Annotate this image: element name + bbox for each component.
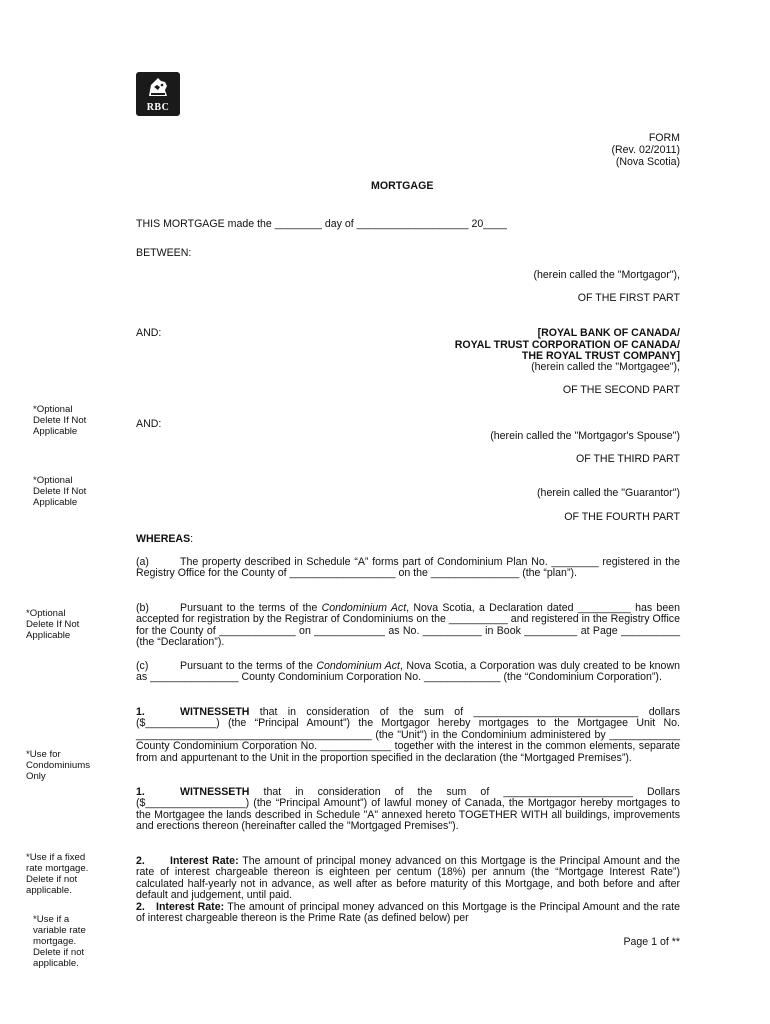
and-label-2: AND: [136, 418, 162, 430]
first-part-label: OF THE FIRST PART [577, 292, 680, 304]
side-note-condominium: *Use for Condominiums Only [26, 749, 90, 782]
guarantor-label: (herein called the "Guarantor") [537, 487, 680, 499]
lion-crest-icon [145, 76, 171, 100]
interest-rate-variable: 2. Interest Rate: The amount of principal money advanced on this Mortgage is the Principal Amount and the rate of interest chargeable thereon is the Prime Rate (as defined below) per [136, 901, 680, 925]
side-note-optional-2: *Optional Delete If Not Applicable [33, 475, 87, 508]
logo-text: RBC [146, 102, 170, 113]
mortgagee-label: (herein called the "Mortgagee"), [531, 361, 680, 373]
third-part-label: OF THE THIRD PART [576, 453, 680, 465]
side-note-optional-1: *Optional Delete If Not Applicable [33, 404, 87, 437]
document-title: MORTGAGE [371, 180, 434, 192]
recital-a: (a) The property described in Schedule “A” forms part of Condominium Plan No. ________ registered in the Registry Office for the County of __________________ on the _______________ (the “plan”). [136, 556, 680, 580]
witnesseth-standard: 1. WITNESSETH that in consideration of the sum of ______________________ Dollars ($_________________) (the “Principal Amount”) of lawful money of Canada, the Mortgagor hereby mortgages to the Mortgagee the lands described in Schedule "A" annexed hereto TOGETHER WITH all buildings, improvements and erections thereon (hereinafter called the "Mortgaged Premises"). [136, 786, 680, 833]
form-province: (Nova Scotia) [615, 156, 680, 168]
witnesseth-condominium: 1. WITNESSETH that in consideration of the sum of ____________________________ dollars ($____________) (the “Principal Amount”) the Mortgagor hereby mortgages to the Mortgagee Unit No. ________________________________________ (the "Unit") in the Condominium administered by ____________ County Condominium Corporation No. ____________ together with the interest in the common elements, separate from and appurtenant to the Unit in the proportion specified in the declaration (the “Mortgaged Premises”). [136, 706, 680, 764]
mortgagee-name-2: ROYAL TRUST CORPORATION OF CANADA/ [454, 339, 680, 351]
mortgagor-label: (herein called the "Mortgagor"), [533, 269, 680, 281]
between-label: BETWEEN: [136, 247, 192, 259]
recital-b: (b) Pursuant to the terms of the Condominium Act, Nova Scotia, a Declaration dated _________ has been accepted for registration by the Registrar of Condominiums on the __________ and registered in the Registry Office for the County of _____________ on ____________ as No. __________ in Book _________ at Page __________ (the “Declaration”). [136, 602, 680, 649]
rbc-logo [136, 72, 180, 116]
and-label-1: AND: [136, 327, 162, 339]
side-note-fixed-rate: *Use if a fixed rate mortgage. Delete if not applicable. [26, 852, 89, 896]
page-number: Page 1 of ** [623, 936, 680, 948]
interest-rate-fixed: 2. Interest Rate: The amount of principal money advanced on this Mortgage is the Principal Amount and the rate of interest chargeable thereon is eighteen per centum (18%) per annum (the “Mortgage Interest Rate”) calculated half-yearly not in advance, as well after as before maturity of this Mortgage, and both before and after default and judgement, until paid. [136, 855, 681, 902]
side-note-optional-3: *Optional Delete If Not Applicable [26, 608, 80, 641]
spouse-label: (herein called the "Mortgagor's Spouse") [490, 430, 680, 442]
second-part-label: OF THE SECOND PART [562, 384, 680, 396]
whereas-heading: WHEREAS: [136, 533, 194, 545]
recital-c: (c) Pursuant to the terms of the Condominium Act, Nova Scotia, a Corporation was duly created to be known as _______________ County Condominium Corporation No. _____________ (the “Condominium Corporation”). [136, 660, 680, 684]
fourth-part-label: OF THE FOURTH PART [564, 511, 680, 523]
mortgage-intro: THIS MORTGAGE made the ________ day of ___________________ 20____ [136, 218, 507, 230]
form-revision: (Rev. 02/2011) [611, 144, 680, 156]
form-label: FORM [648, 132, 680, 144]
side-note-variable-rate: *Use if a variable rate mortgage. Delete if not applicable. [33, 914, 86, 969]
mortgagee-name-1: [ROYAL BANK OF CANADA/ [537, 327, 680, 339]
mortgagee-name-3: THE ROYAL TRUST COMPANY] [521, 350, 680, 362]
